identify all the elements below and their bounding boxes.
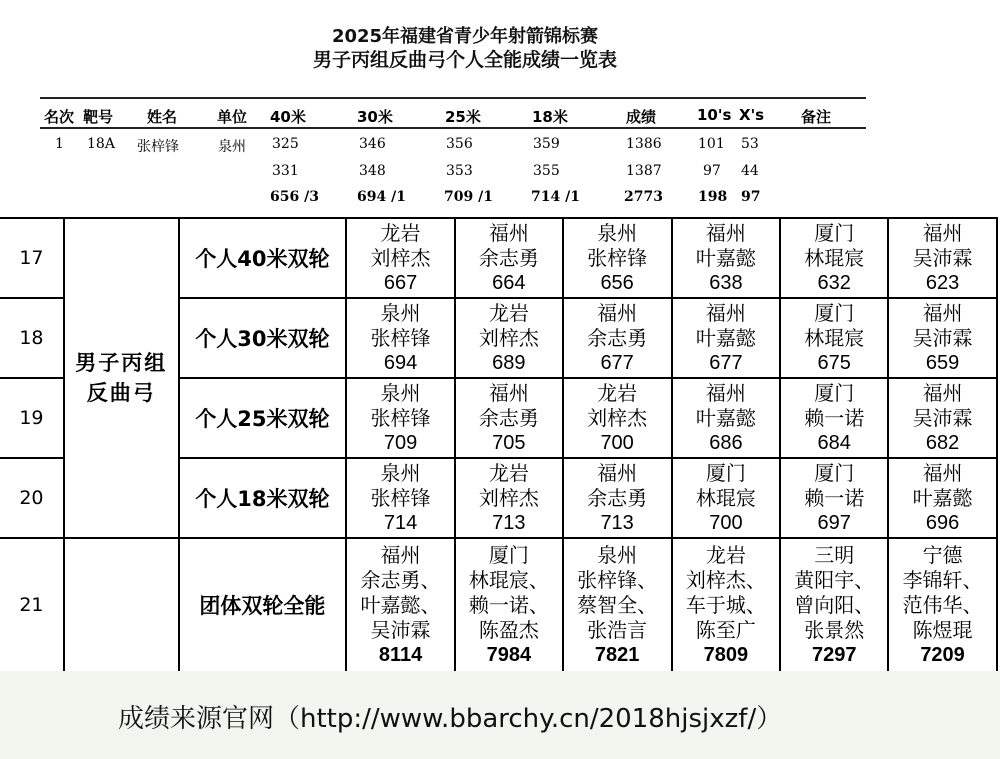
team-city: 龙岩 [705, 542, 746, 567]
team-result-cell [780, 538, 888, 672]
team-city: 泉州 [597, 542, 638, 567]
header-30m: 30米 [357, 108, 393, 126]
team-member: 车于城、 [685, 592, 766, 617]
team-score: 7809 [703, 643, 749, 666]
result-score: 709 [383, 431, 418, 454]
source-text: 成绩来源官网（http://www.bbarchy.cn/2018hjsjxzf/） [118, 704, 783, 734]
result-athlete: 叶嘉懿 [912, 485, 973, 510]
header-xs: X's [739, 106, 765, 124]
header-tens: 10's [697, 106, 732, 124]
team-member: 刘梓杰、 [685, 567, 766, 592]
result-athlete: 张梓锋 [370, 405, 431, 430]
result-athlete: 叶嘉懿 [695, 245, 756, 270]
team-member: 叶嘉懿、 [360, 592, 441, 617]
team-score: 7821 [594, 643, 640, 666]
result-city: 福州 [488, 220, 529, 245]
row-rank: 1 [55, 136, 64, 152]
team-member: 陈至广 [695, 617, 756, 642]
team-city: 福州 [380, 542, 421, 567]
total-score: 2773 [624, 189, 663, 205]
table-row [0, 218, 997, 298]
result-cell [346, 298, 455, 378]
result-cell [346, 218, 455, 298]
round1-40m: 325 [272, 136, 299, 152]
sheet-title-line1: 2025年福建省青少年射箭锦标赛 [331, 26, 599, 47]
result-athlete: 张梓锋 [370, 325, 431, 350]
team-result-cell [888, 538, 997, 672]
round2-40m: 331 [272, 163, 299, 179]
score-sheet [0, 0, 1000, 214]
total-xs: 97 [741, 189, 761, 205]
result-city: 泉州 [597, 220, 638, 245]
result-city: 厦门 [814, 460, 855, 485]
team-member: 张梓锋、 [577, 567, 658, 592]
result-score: 694 [383, 351, 418, 374]
result-score: 682 [925, 431, 960, 454]
result-city: 福州 [705, 300, 746, 325]
header-name: 姓名 [147, 108, 178, 126]
result-score: 677 [709, 351, 743, 374]
result-cell [780, 378, 888, 458]
team-result-cell [346, 538, 455, 672]
source-footer [0, 671, 1000, 759]
row-number: 18 [0, 298, 64, 378]
result-cell [346, 378, 455, 458]
sheet-title-line2: 男子丙组反曲弓个人全能成绩一览表 [312, 49, 617, 71]
result-score: 638 [709, 271, 743, 294]
row-number: 17 [0, 218, 64, 298]
result-score: 713 [600, 511, 634, 534]
result-cell [455, 218, 563, 298]
event-cell: 个人25米双轮 [179, 378, 347, 458]
result-score: 656 [600, 271, 634, 294]
team-member: 陈盈杰 [478, 617, 539, 642]
event-cell: 个人18米双轮 [179, 458, 347, 538]
round1-xs: 53 [741, 136, 759, 152]
header-remark: 备注 [801, 108, 832, 126]
result-cell [888, 218, 997, 298]
header-bottom-rule [40, 127, 866, 129]
result-athlete: 余志勇 [587, 485, 648, 510]
result-city: 龙岩 [488, 300, 529, 325]
result-cell [563, 458, 672, 538]
team-member: 黄阳宇、 [794, 567, 875, 592]
result-city: 泉州 [380, 460, 421, 485]
result-athlete: 吴沛霖 [912, 325, 973, 350]
result-city: 龙岩 [380, 220, 421, 245]
team-member: 曾向阳、 [794, 592, 875, 617]
result-score: 700 [709, 511, 743, 534]
round1-30m: 346 [359, 136, 386, 152]
result-score: 664 [492, 271, 526, 294]
result-city: 龙岩 [597, 380, 638, 405]
team-city: 三明 [814, 542, 855, 567]
team-member: 张浩言 [587, 617, 648, 642]
result-athlete: 林琨宸 [804, 325, 865, 350]
result-city: 龙岩 [488, 460, 529, 485]
round2-xs: 44 [741, 163, 759, 179]
result-score: 713 [492, 511, 526, 534]
result-cell [888, 298, 997, 378]
result-city: 福州 [922, 460, 963, 485]
result-city: 福州 [922, 220, 963, 245]
round2-total: 1387 [626, 163, 662, 179]
result-athlete: 刘梓杰 [478, 325, 539, 350]
result-cell [672, 218, 781, 298]
header-rank: 名次 [44, 108, 75, 126]
result-city: 福州 [597, 460, 638, 485]
team-result-cell [455, 538, 563, 672]
total-18m: 714 /1 [531, 189, 580, 205]
result-score: 677 [600, 351, 634, 374]
event-cell: 个人40米双轮 [179, 218, 347, 298]
result-city: 福州 [705, 220, 746, 245]
result-athlete: 吴沛霖 [912, 405, 973, 430]
row-number: 19 [0, 378, 64, 458]
result-score: 684 [817, 431, 851, 454]
team-result-cell [563, 538, 672, 672]
team-result-cell [672, 538, 781, 672]
team-member: 蔡智全、 [577, 592, 658, 617]
group-label: 男子丙组 反曲弓 [75, 351, 168, 405]
team-member: 陈煜琨 [912, 617, 973, 642]
result-athlete: 叶嘉懿 [695, 325, 756, 350]
result-city: 泉州 [380, 380, 421, 405]
result-city: 福州 [597, 300, 638, 325]
result-score: 705 [492, 431, 526, 454]
group-cell-empty [64, 538, 179, 672]
header-40m: 40米 [270, 108, 306, 126]
result-athlete: 吴沛霖 [912, 245, 973, 270]
total-25m: 709 /1 [444, 189, 493, 205]
header-18m: 18米 [532, 108, 568, 126]
result-city: 厦门 [814, 220, 855, 245]
result-score: 714 [383, 511, 418, 534]
result-athlete: 叶嘉懿 [695, 405, 756, 430]
round1-total: 1386 [626, 136, 662, 152]
result-cell [455, 298, 563, 378]
row-number: 20 [0, 458, 64, 538]
event-cell: 团体双轮全能 [179, 538, 347, 672]
result-cell [780, 298, 888, 378]
result-score: 623 [925, 271, 960, 294]
result-cell [455, 378, 563, 458]
result-athlete: 余志勇 [478, 405, 539, 430]
header-top-rule [40, 97, 866, 99]
team-member: 林琨宸、 [468, 567, 549, 592]
header-unit: 单位 [217, 108, 248, 126]
result-athlete: 赖一诺 [804, 485, 865, 510]
result-cell [672, 298, 781, 378]
round2-25m: 353 [446, 163, 473, 179]
group-cell [64, 218, 179, 538]
result-cell [780, 218, 888, 298]
table-row-team [0, 538, 997, 672]
team-score: 7297 [811, 643, 857, 666]
result-athlete: 赖一诺 [804, 405, 865, 430]
result-score: 667 [383, 271, 418, 294]
round1-18m: 359 [533, 136, 560, 152]
result-score: 632 [817, 271, 851, 294]
team-member: 李锦轩、 [902, 567, 983, 592]
team-city: 厦门 [488, 542, 529, 567]
result-city: 福州 [488, 380, 529, 405]
result-cell [780, 458, 888, 538]
result-score: 689 [492, 351, 526, 374]
result-athlete: 刘梓杰 [587, 405, 648, 430]
result-cell [672, 458, 781, 538]
total-40m: 656 /3 [270, 189, 319, 205]
round1-tens: 101 [698, 136, 725, 152]
row-unit: 泉州 [218, 139, 246, 155]
result-score: 686 [709, 431, 743, 454]
row-target: 18A [87, 136, 115, 152]
result-score: 700 [600, 431, 634, 454]
event-cell: 个人30米双轮 [179, 298, 347, 378]
round2-30m: 348 [359, 163, 386, 179]
result-city: 泉州 [380, 300, 421, 325]
round2-tens: 97 [703, 163, 721, 179]
result-athlete: 林琨宸 [804, 245, 865, 270]
result-cell [346, 458, 455, 538]
team-member: 余志勇、 [360, 567, 441, 592]
result-athlete: 余志勇 [587, 325, 648, 350]
result-score: 696 [925, 511, 960, 534]
result-score: 697 [817, 511, 851, 534]
results-table [0, 217, 998, 673]
result-athlete: 刘梓杰 [478, 485, 539, 510]
team-city: 宁德 [922, 542, 963, 567]
result-cell [672, 378, 781, 458]
result-athlete: 林琨宸 [695, 485, 756, 510]
team-member: 范伟华、 [902, 592, 983, 617]
result-cell [563, 218, 672, 298]
result-athlete: 张梓锋 [587, 245, 648, 270]
result-city: 福州 [922, 380, 963, 405]
result-cell [455, 458, 563, 538]
header-25m: 25米 [445, 108, 481, 126]
header-total: 成绩 [626, 108, 657, 126]
result-cell [888, 458, 997, 538]
result-score: 659 [925, 351, 960, 374]
team-score: 7984 [486, 643, 532, 666]
header-target: 靶号 [83, 108, 114, 126]
result-cell [888, 378, 997, 458]
result-city: 厦门 [814, 380, 855, 405]
total-tens: 198 [698, 189, 728, 205]
result-city: 福州 [705, 380, 746, 405]
row-number: 21 [0, 538, 64, 672]
result-athlete: 刘梓杰 [370, 245, 431, 270]
result-athlete: 余志勇 [478, 245, 539, 270]
total-30m: 694 /1 [357, 189, 406, 205]
team-score: 8114 [378, 643, 423, 666]
team-member: 张景然 [804, 617, 865, 642]
round2-18m: 355 [533, 163, 560, 179]
result-cell [563, 298, 672, 378]
result-city: 厦门 [814, 300, 855, 325]
result-athlete: 张梓锋 [370, 485, 431, 510]
team-member: 赖一诺、 [468, 592, 549, 617]
result-city: 福州 [922, 300, 963, 325]
team-member: 吴沛霖 [370, 617, 431, 642]
result-cell [563, 378, 672, 458]
result-city: 厦门 [705, 460, 746, 485]
row-name: 张梓锋 [137, 139, 179, 155]
team-score: 7209 [920, 643, 965, 666]
result-score: 675 [817, 351, 851, 374]
round1-25m: 356 [446, 136, 473, 152]
